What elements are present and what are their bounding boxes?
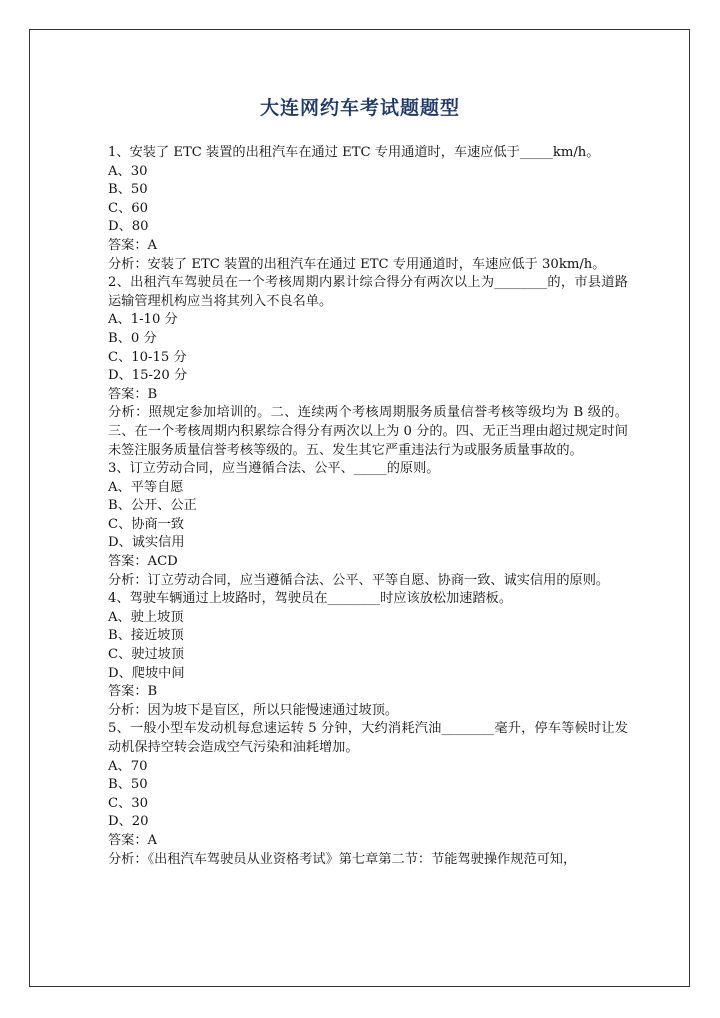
option: D、15-20 分 (108, 368, 188, 384)
option: A、30 (108, 163, 148, 179)
question-text: 4、驾驶车辆通过上坡路时，驾驶员在________时应该放松加速踏板。 (108, 591, 513, 607)
option: C、驶过坡顶 (108, 647, 185, 663)
question-text: 3、订立劳动合同，应当遵循合法、公平、_____的原则。 (108, 461, 440, 477)
answer: 答案：B (108, 386, 158, 402)
page-title: 大连网约车考试题题型 (259, 97, 460, 119)
answer: 答案：A (108, 237, 158, 253)
option: B、50 (108, 182, 148, 198)
option: D、爬坡中间 (108, 665, 185, 681)
analysis: 分析：订立劳动合同，应当遵循合法、公平、平等自愿、协商一致、诚实信用的原则。 (108, 572, 610, 588)
option: A、平等自愿 (108, 479, 184, 495)
analysis: 分析：《出租汽车驾驶员从业资格考试》第七章第二节：节能驾驶操作规范可知， (108, 851, 577, 867)
answer: 答案：A (108, 832, 158, 848)
option: D、诚实信用 (108, 535, 185, 551)
option: B、0 分 (108, 330, 157, 346)
option: D、20 (108, 814, 149, 830)
option: A、70 (108, 758, 148, 774)
option: B、公开、公正 (108, 498, 197, 514)
option: C、协商一致 (108, 516, 185, 532)
option: D、80 (108, 219, 149, 235)
analysis: 分析：安装了 ETC 装置的出租汽车在通过 ETC 专用通道时，车速应低于 30km/h。 (108, 256, 606, 272)
option: A、驶上坡顶 (108, 609, 184, 625)
option: A、1-10 分 (108, 312, 178, 328)
option: C、10-15 分 (108, 349, 187, 365)
question-text: 5、一般小型车发动机每怠速运转 5 分钟，大约消耗汽油________毫升，停车等候时让发动机保持空转会造成空气污染和油耗增加。 (108, 721, 628, 755)
option: B、接近坡顶 (108, 628, 184, 644)
question-list (108, 144, 628, 869)
answer: 答案：ACD (108, 554, 178, 570)
option: C、60 (108, 200, 149, 216)
answer: 答案：B (108, 684, 158, 700)
option: B、50 (108, 777, 148, 793)
analysis: 分析：照规定参加培训的。二、连续两个考核周期服务质量信誉考核等级均为 B 级的。三、在一个考核周期内积累综合得分有两次以上为 0 分的。四、无正当理由超过规定时间未签注服务质量信誉考核等级的。五、发生其它严重违法行为或服务质量事故的。 (108, 405, 628, 458)
question-text: 2、出租汽车驾驶员在一个考核周期内累计综合得分有两次以上为________的，市县道路运输管理机构应当将其列入不良名单。 (108, 275, 628, 309)
question-text: 1、安装了 ETC 装置的出租汽车在通过 ETC 专用通道时，车速应低于_____km/h。 (108, 145, 600, 160)
option: C、30 (108, 795, 149, 811)
analysis: 分析：因为坡下是盲区，所以只能慢速通过坡顶。 (108, 702, 399, 718)
